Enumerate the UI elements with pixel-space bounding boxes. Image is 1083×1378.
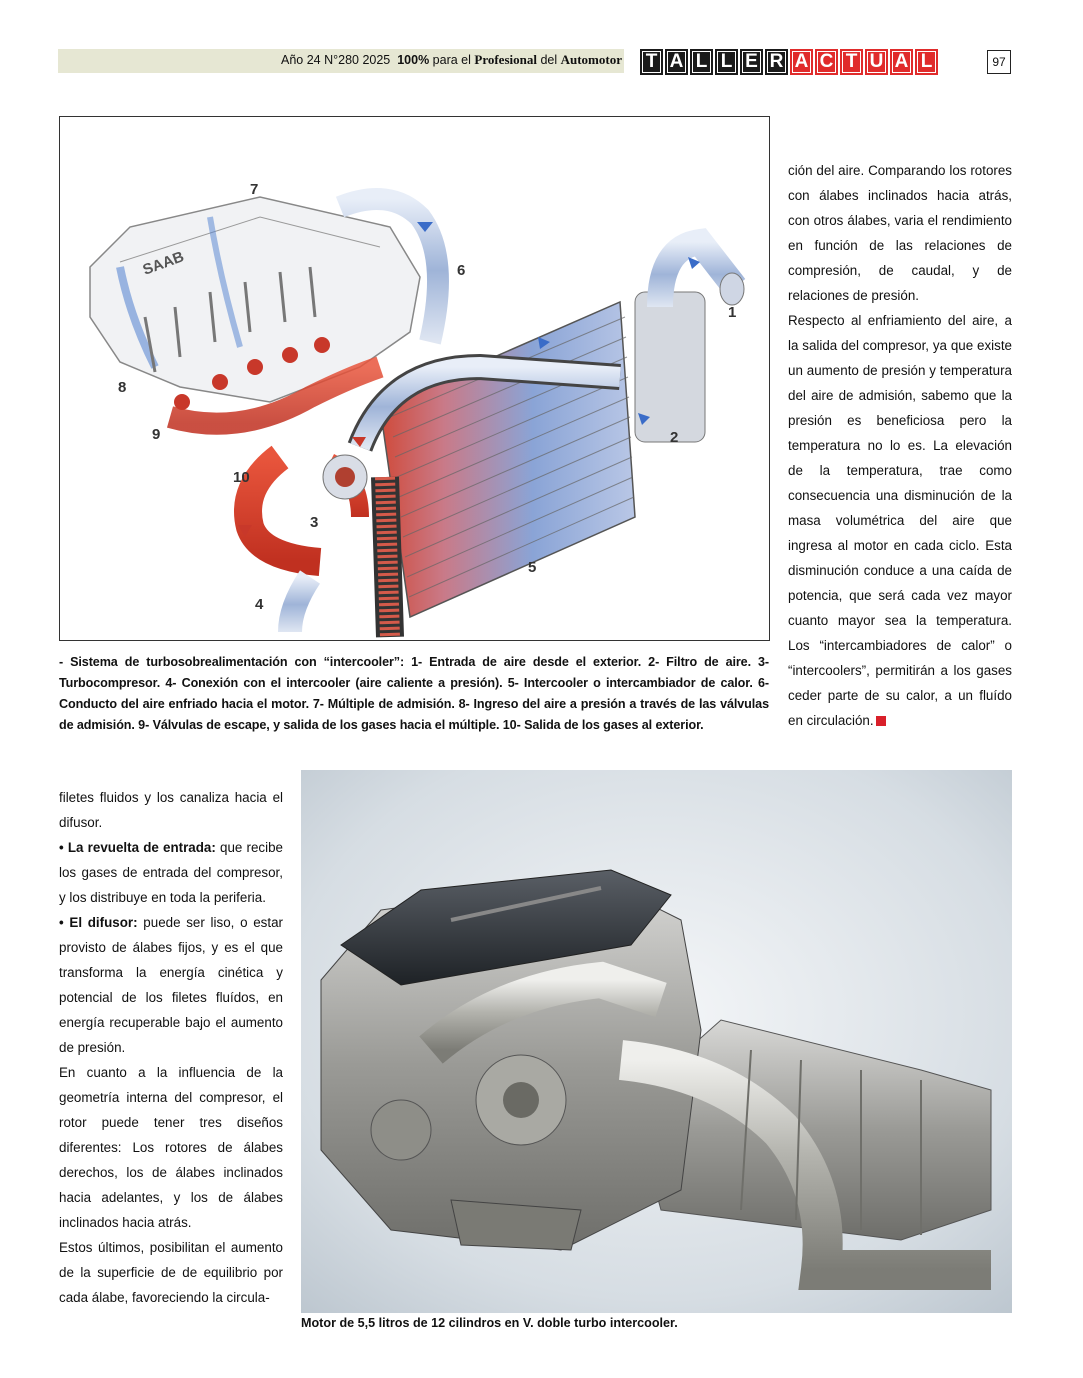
right-paragraph-2-text: Respecto al enfriamiento del aire, a la salida del compresor, ya que existe un aumento de presión y temperatura del aire de admisión, sabemo que la presión es beneficiosa pero la temperatura no lo es. La elevación de la temperatura, trae como consecuencia una disminución de la masa volumétrica del aire que ingresa al motor en cada ciclo. Esta disminución conduce a una caída de potencia, que será cada vez mayor cuanto mayor sea la temperatura. Los “intercambiadores de calor” o “intercoolers”, permitirán a los gases ceder parte de su calor, a un fluído en circulación. (788, 313, 1012, 728)
callout-3: 3 (310, 514, 319, 531)
logo-letter: L (715, 49, 738, 75)
bullet-difusor-label: • El difusor: (59, 915, 138, 930)
callout-6: 6 (457, 262, 466, 279)
logo-letter: T (640, 49, 663, 75)
logo-letter: A (790, 49, 813, 75)
logo-letter: L (690, 49, 713, 75)
callout-4: 4 (255, 596, 264, 613)
header-tagline (281, 52, 622, 68)
bullet-revuelta-label: • La revuelta de entrada: (59, 840, 216, 855)
header-bar (58, 49, 624, 73)
figure2-caption: Motor de 5,5 litros de 12 cilindros en V. doble turbo intercooler. (301, 1316, 678, 1330)
figure1-caption: - Sistema de turbosobrealimentación con “intercooler”: 1- Entrada de aire desde el exterior. 2- Filtro de aire. 3- Turbocompresor. 4- Conexión con el intercooler (aire caliente a presión). 5- Intercooler o intercambiador de calor. 6- Conducto del aire enfriado hacia el motor. 7- Múltiple de admisión. 8- Ingreso del aire a presión a través de las válvulas de admisión. 9- Válvulas de escape, y salida de los gases hacia el múltiple. 10- Salida de los gases al exterior. (59, 655, 769, 732)
tagline-percent: 100% (397, 53, 430, 67)
left-paragraph-1: filetes fluidos y los canaliza hacia el difusor. (59, 790, 283, 830)
callout-10: 10 (233, 469, 250, 486)
bullet-revuelta (59, 835, 283, 910)
logo-letter: A (665, 49, 688, 75)
bullet-difusor-text: puede ser liso, o estar provisto de álabes fijos, y es el que transforma la energía cinética y potencial de los filetes fluídos, en energía recuperable bajo el aumento de presión. (59, 915, 283, 1055)
saab-label: SAAB (140, 248, 187, 279)
callout-2: 2 (670, 429, 679, 446)
engine-illustration (301, 770, 1012, 1313)
callout-9: 9 (152, 426, 161, 443)
logo-letter: U (865, 49, 888, 75)
tagline-del: del (536, 53, 561, 67)
callout-1: 1 (728, 304, 737, 321)
right-paragraph-1: ción del aire. Comparando los rotores con álabes inclinados hacia atrás, con otros álabes, varia el rendimiento en función de las relaciones de compresión, de caudal, y de relaciones de presión. (788, 163, 1012, 303)
tagline-para: para el (429, 53, 475, 67)
logo-letter: E (740, 49, 763, 75)
left-column (59, 785, 283, 1310)
bullet-revuelta-text: que recibe los gases de entrada del compresor, y los distribuye en toda la periferia. (59, 840, 283, 905)
callout-5: 5 (528, 559, 537, 576)
logo-letter: A (890, 49, 913, 75)
page-number: 97 (987, 50, 1011, 74)
callout-7: 7 (250, 181, 259, 198)
logo-letter: T (840, 49, 863, 75)
bullet-difusor (59, 910, 283, 1060)
diagram-illustration (60, 117, 769, 640)
issue-info: Año 24 N°280 2025 (281, 53, 391, 67)
logo-letter: L (915, 49, 938, 75)
v12-engine-photo (301, 770, 1012, 1313)
right-paragraph-2 (788, 308, 1012, 733)
logo-letter: C (815, 49, 838, 75)
left-paragraph-3: Estos últimos, posibilitan el aumento de la superficie de de equilibrio por cada álabe, favoreciendo la circula- (59, 1240, 283, 1305)
end-mark-icon (876, 716, 886, 726)
left-paragraph-2: En cuanto a la influencia de la geometría interna del compresor, el rotor puede tener tres diseños diferentes: Los rotores de álabes derechos, los de álabes inclinados hacia adelantes, y los de álabes inclinados hacia atrás. (59, 1065, 283, 1230)
tagline-profesional: Profesional (474, 52, 537, 67)
turbo-intercooler-diagram (59, 116, 770, 641)
callout-8: 8 (118, 379, 127, 396)
right-column (788, 158, 1012, 733)
magazine-logo (640, 49, 938, 75)
logo-letter: R (765, 49, 788, 75)
tagline-automotor: Automotor (560, 52, 622, 67)
